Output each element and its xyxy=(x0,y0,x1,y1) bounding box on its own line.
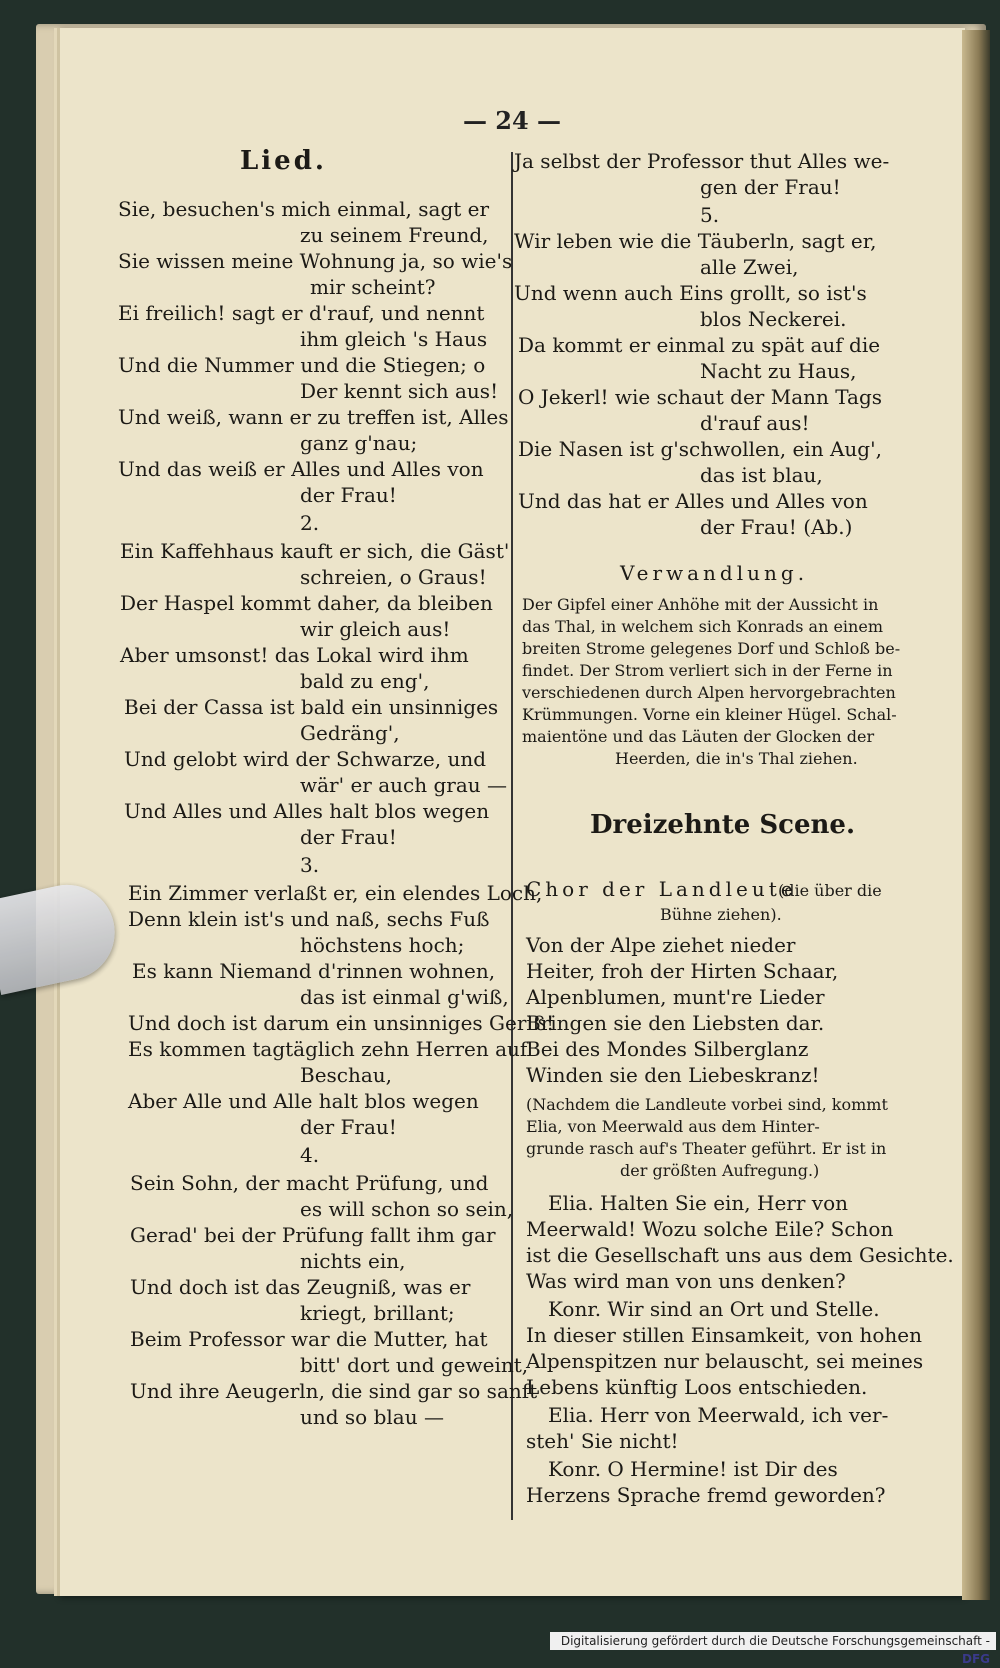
stage-description-line: findet. Der Strom verliert sich in der Ferne in xyxy=(522,661,893,680)
facing-page-edge xyxy=(962,30,990,1600)
verse-line: ihm gleich 's Haus xyxy=(300,327,488,351)
verse-line: Ein Kaffehhaus kauft er sich, die Gäst' xyxy=(120,539,510,563)
chorus-line: Alpenblumen, munt're Lieder xyxy=(526,985,825,1009)
verse-number: 3. xyxy=(300,853,320,877)
verse-line: Sein Sohn, der macht Prüfung, und xyxy=(130,1171,489,1195)
verse-line: Aber Alle und Alle halt blos wegen xyxy=(128,1089,479,1113)
verse-line: wir gleich aus! xyxy=(300,617,451,641)
verse-line: Ei freilich! sagt er d'rauf, und nennt xyxy=(118,301,485,325)
verse-line: mir scheint? xyxy=(310,275,436,299)
stage-description-line: Heerden, die in's Thal ziehen. xyxy=(615,749,858,768)
verse-line: Beim Professor war die Mutter, hat xyxy=(130,1327,488,1351)
verse-line: und so blau — xyxy=(300,1405,444,1429)
verse-line: kriegt, brillant; xyxy=(300,1301,455,1325)
verse-line: Sie wissen meine Wohnung ja, so wie's xyxy=(118,249,513,273)
verse-line: gen der Frau! xyxy=(700,175,841,199)
stage-direction: der größten Aufregung.) xyxy=(620,1161,820,1180)
verse-line: Es kann Niemand d'rinnen wohnen, xyxy=(132,959,496,983)
stage-direction: (Nachdem die Landleute vorbei sind, kommt xyxy=(526,1095,888,1114)
digitization-footer xyxy=(550,1632,996,1666)
dialog-line: steh' Sie nicht! xyxy=(526,1429,679,1453)
verse-line: Und wenn auch Eins grollt, so ist's xyxy=(514,281,867,305)
verse-line: ganz g'nau; xyxy=(300,431,418,455)
verse-line: das ist einmal g'wiß, xyxy=(300,985,509,1009)
verse-line: d'rauf aus! xyxy=(700,411,810,435)
verse-line: Sie, besuchen's mich einmal, sagt er xyxy=(118,197,490,221)
page-number: — 24 — xyxy=(462,106,562,135)
verse-line: Nacht zu Haus, xyxy=(700,359,857,383)
verse-line: Es kommen tagtäglich zehn Herren auf xyxy=(128,1037,528,1061)
verse-line: blos Neckerei. xyxy=(700,307,847,331)
verse-line: Der Haspel kommt daher, da bleiben xyxy=(120,591,493,615)
verse-line: Aber umsonst! das Lokal wird ihm xyxy=(120,643,469,667)
chorus-line: Heiter, froh der Hirten Schaar, xyxy=(526,959,839,983)
verse-line: Und das hat er Alles und Alles von xyxy=(518,489,868,513)
stage-description-line: maientöne und das Läuten der Glocken der xyxy=(522,727,875,746)
verse-line: Wir leben wie die Täuberln, sagt er, xyxy=(514,229,877,253)
verse-line: das ist blau, xyxy=(700,463,823,487)
verse-line: alle Zwei, xyxy=(700,255,799,279)
verse-line: Gedräng', xyxy=(300,721,400,745)
dialog-line: Alpenspitzen nur belauscht, sei meines xyxy=(526,1349,924,1373)
verse-line: wär' er auch grau — xyxy=(300,773,507,797)
dialog-line: Was wird man von uns denken? xyxy=(526,1269,846,1293)
footer-text: Digitalisierung gefördert durch die Deutsche Forschungsgemeinschaft - xyxy=(560,1634,990,1648)
stage-description-line: Krümmungen. Vorne ein kleiner Hügel. Schal- xyxy=(522,705,897,724)
dialog-line: Konr. Wir sind an Ort und Stelle. xyxy=(548,1297,880,1321)
verse-line: nichts ein, xyxy=(300,1249,406,1273)
verse-line: Ein Zimmer verlaßt er, ein elendes Loch, xyxy=(128,881,543,905)
dialog-line: In dieser stillen Einsamkeit, von hohen xyxy=(526,1323,922,1347)
dialog-line: Elia. Halten Sie ein, Herr von xyxy=(548,1191,848,1215)
verse-line: der Frau! (Ab.) xyxy=(700,515,853,539)
column-divider xyxy=(511,152,513,1520)
chorus-line: Winden sie den Liebeskranz! xyxy=(526,1063,820,1087)
dialog-line: Meerwald! Wozu solche Eile? Schon xyxy=(526,1217,894,1241)
dialog-line: Konr. O Hermine! ist Dir des xyxy=(548,1457,838,1481)
verse-line: zu seinem Freund, xyxy=(300,223,489,247)
verse-line: O Jekerl! wie schaut der Mann Tags xyxy=(518,385,883,409)
stage-direction: Bühne ziehen). xyxy=(660,905,782,924)
song-title: Lied. xyxy=(240,146,327,176)
chorus-line: Bei des Mondes Silberglanz xyxy=(526,1037,809,1061)
chorus-line: Von der Alpe ziehet nieder xyxy=(526,933,796,957)
verse-line: Bei der Cassa ist bald ein unsinniges xyxy=(124,695,499,719)
verse-number: 4. xyxy=(300,1143,320,1167)
verse-line: es will schon so sein, xyxy=(300,1197,514,1221)
chorus-label: Chor der Landleute xyxy=(526,877,797,901)
stage-description-line: Der Gipfel einer Anhöhe mit der Aussicht in xyxy=(522,595,879,614)
verse-line: Da kommt er einmal zu spät auf die xyxy=(518,333,881,357)
verse-line: Und doch ist das Zeugniß, was er xyxy=(130,1275,471,1299)
dialog-line: Elia. Herr von Meerwald, ich ver- xyxy=(548,1403,889,1427)
verse-line: Die Nasen ist g'schwollen, ein Aug', xyxy=(518,437,882,461)
stage-direction: (die über die xyxy=(778,881,882,900)
verse-line: Und weiß, wann er zu treffen ist, Alles xyxy=(118,405,509,429)
chorus-line: Bringen sie den Liebsten dar. xyxy=(526,1011,825,1035)
verse-line: bald zu eng', xyxy=(300,669,430,693)
verse-line: der Frau! xyxy=(300,483,397,507)
dfg-logo: DFG xyxy=(961,1652,990,1666)
verse-line: der Frau! xyxy=(300,1115,397,1139)
dialog-line: ist die Gesellschaft uns aus dem Gesichte. xyxy=(526,1243,954,1267)
stage-description-line: verschiedenen durch Alpen hervorgebrachten xyxy=(522,683,896,702)
scene-title: Dreizehnte Scene. xyxy=(590,810,856,840)
verse-line: der Frau! xyxy=(300,825,397,849)
verse-line: bitt' dort und geweint, xyxy=(300,1353,529,1377)
verse-number: 5. xyxy=(700,203,720,227)
stage-description-line: breiten Strome gelegenes Dorf und Schloß be- xyxy=(522,639,901,658)
verse-line: Und die Nummer und die Stiegen; o xyxy=(118,353,486,377)
verse-line: Gerad' bei der Prüfung fallt ihm gar xyxy=(130,1223,496,1247)
stage-direction: grunde rasch auf's Theater geführt. Er ist in xyxy=(526,1139,887,1158)
verse-line: Ja selbst der Professor thut Alles we- xyxy=(514,149,890,173)
verse-line: Denn klein ist's und naß, sechs Fuß xyxy=(128,907,490,931)
verse-line: Und das weiß er Alles und Alles von xyxy=(118,457,484,481)
verse-line: Und gelobt wird der Schwarze, und xyxy=(124,747,487,771)
verwandlung-heading: Verwandlung. xyxy=(620,561,809,585)
dialog-line: Lebens künftig Loos entschieden. xyxy=(526,1375,868,1399)
verse-line: Und Alles und Alles halt blos wegen xyxy=(124,799,490,823)
verse-line: höchstens hoch; xyxy=(300,933,465,957)
verse-line: Beschau, xyxy=(300,1063,393,1087)
verse-line: Der kennt sich aus! xyxy=(300,379,499,403)
stage-description-line: das Thal, in welchem sich Konrads an einem xyxy=(522,617,883,636)
verse-number: 2. xyxy=(300,511,320,535)
stage-direction: Elia, von Meerwald aus dem Hinter- xyxy=(526,1117,820,1136)
verse-line: Und ihre Aeugerln, die sind gar so sanft xyxy=(130,1379,538,1403)
verse-line: schreien, o Graus! xyxy=(300,565,487,589)
verse-line: Und doch ist darum ein unsinniges Geriß! xyxy=(128,1011,555,1035)
dialog-line: Herzens Sprache fremd geworden? xyxy=(526,1483,886,1507)
